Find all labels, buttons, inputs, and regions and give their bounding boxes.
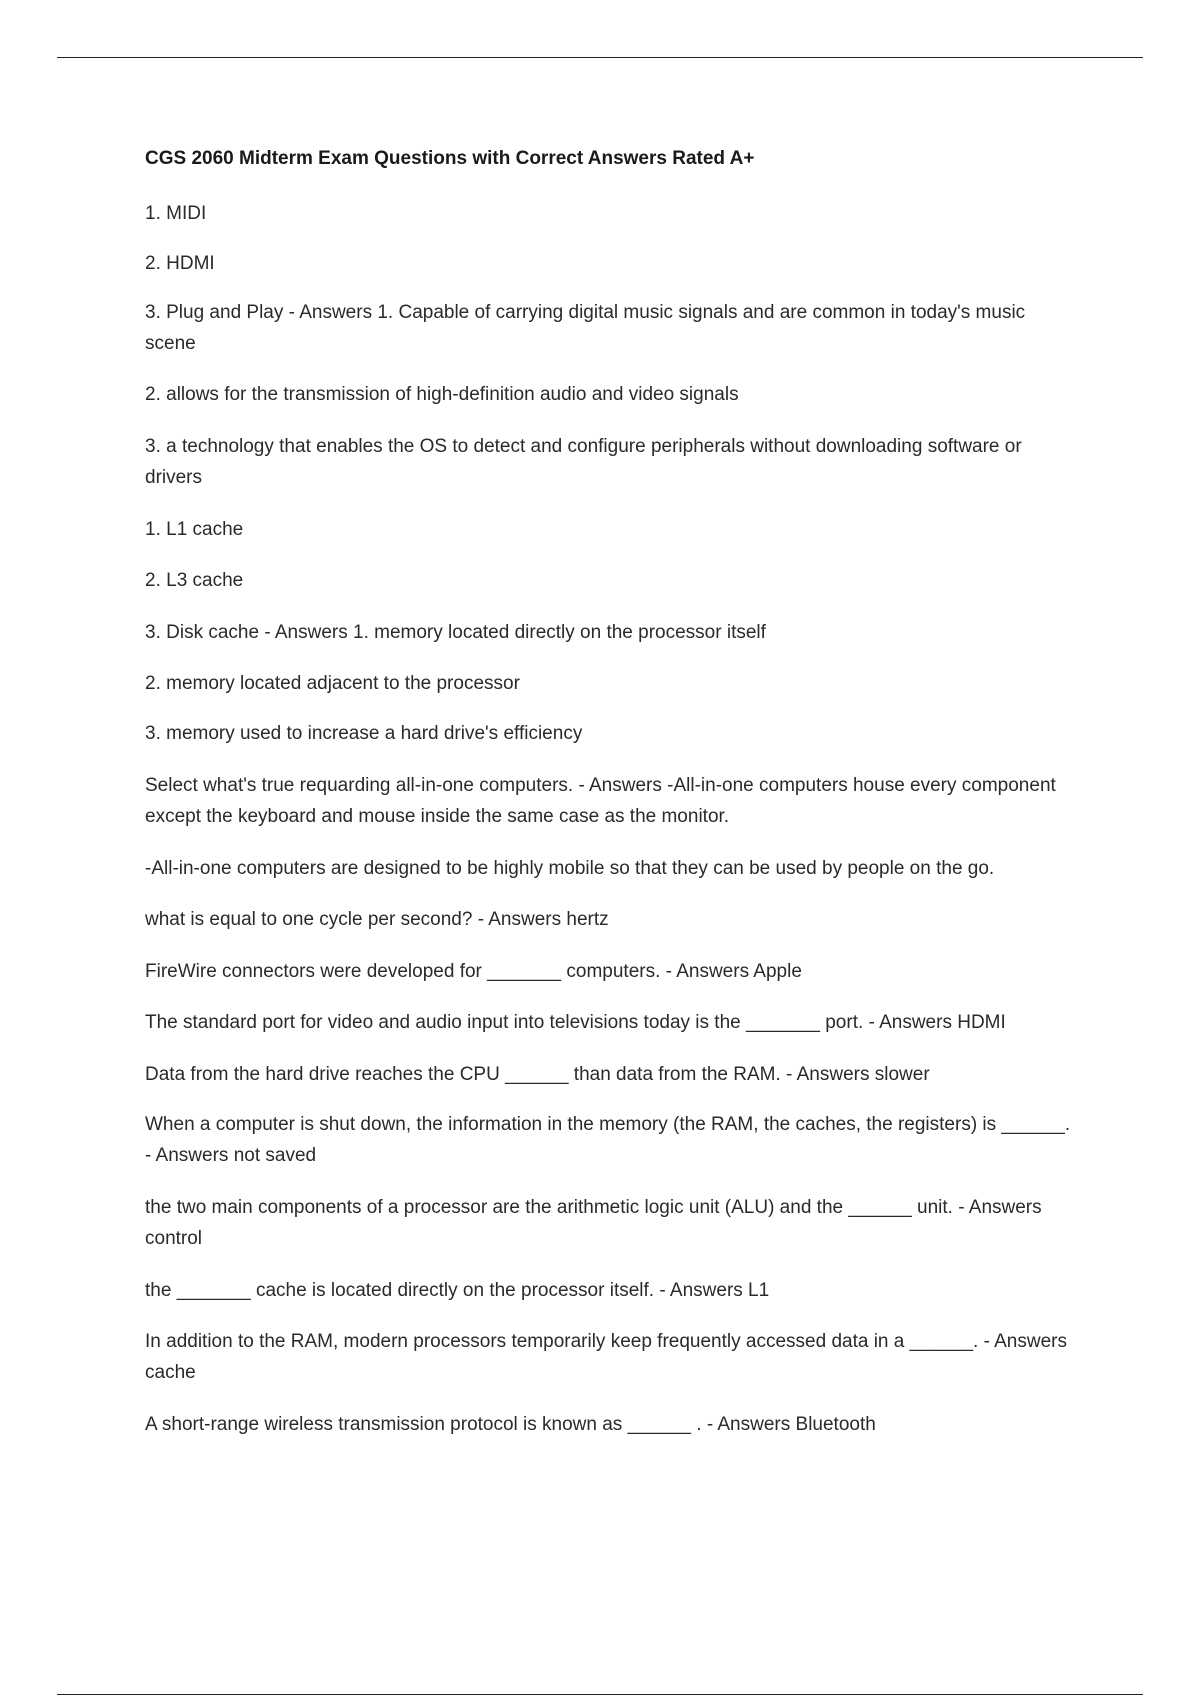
- paragraph: When a computer is shut down, the information in the memory (the RAM, the caches, the registers) is ______. - Answers not saved: [145, 1114, 1071, 1166]
- paragraph: Select what's true requarding all-in-one computers. - Answers -All-in-one computers house every component except the keyboard and mouse inside the same case as the monitor.: [145, 775, 1056, 827]
- paragraph: FireWire connectors were developed for _______ computers. - Answers Apple: [145, 961, 802, 982]
- header-rule: [57, 57, 1143, 58]
- document-title: CGS 2060 Midterm Exam Questions with Correct Answers Rated A+: [145, 148, 755, 169]
- paragraph: the two main components of a processor are the arithmetic logic unit (ALU) and the ______ unit. - Answers control: [145, 1197, 1042, 1249]
- paragraph: A short-range wireless transmission protocol is known as ______ . - Answers Bluetooth: [145, 1414, 876, 1435]
- paragraph: -All-in-one computers are designed to be highly mobile so that they can be used by people on the go.: [145, 858, 995, 879]
- paragraph: Data from the hard drive reaches the CPU ______ than data from the RAM. - Answers slower: [145, 1064, 930, 1085]
- paragraph: 2. L3 cache: [145, 570, 244, 591]
- paragraph: 3. Plug and Play - Answers 1. Capable of carrying digital music signals and are common in today's music scene: [145, 302, 1026, 354]
- footer-rule: [57, 1694, 1143, 1695]
- paragraph: the _______ cache is located directly on the processor itself. - Answers L1: [145, 1280, 770, 1301]
- paragraph: 2. HDMI: [145, 253, 215, 274]
- paragraph: The standard port for video and audio input into televisions today is the _______ port. - Answers HDMI: [145, 1012, 1006, 1033]
- paragraph: 2. memory located adjacent to the processor: [145, 673, 520, 694]
- paragraph: 2. allows for the transmission of high-definition audio and video signals: [145, 384, 739, 405]
- paragraph: In addition to the RAM, modern processors temporarily keep frequently accessed data in a ______. - Answers cache: [145, 1331, 1067, 1383]
- paragraph: 3. a technology that enables the OS to detect and configure peripherals without downloading software or drivers: [145, 436, 1022, 488]
- paragraph: 1. MIDI: [145, 203, 207, 224]
- paragraph: 1. L1 cache: [145, 519, 244, 540]
- paragraph: 3. memory used to increase a hard drive's efficiency: [145, 723, 583, 744]
- paragraph: 3. Disk cache - Answers 1. memory located directly on the processor itself: [145, 622, 766, 643]
- paragraph: what is equal to one cycle per second? - Answers hertz: [145, 909, 609, 930]
